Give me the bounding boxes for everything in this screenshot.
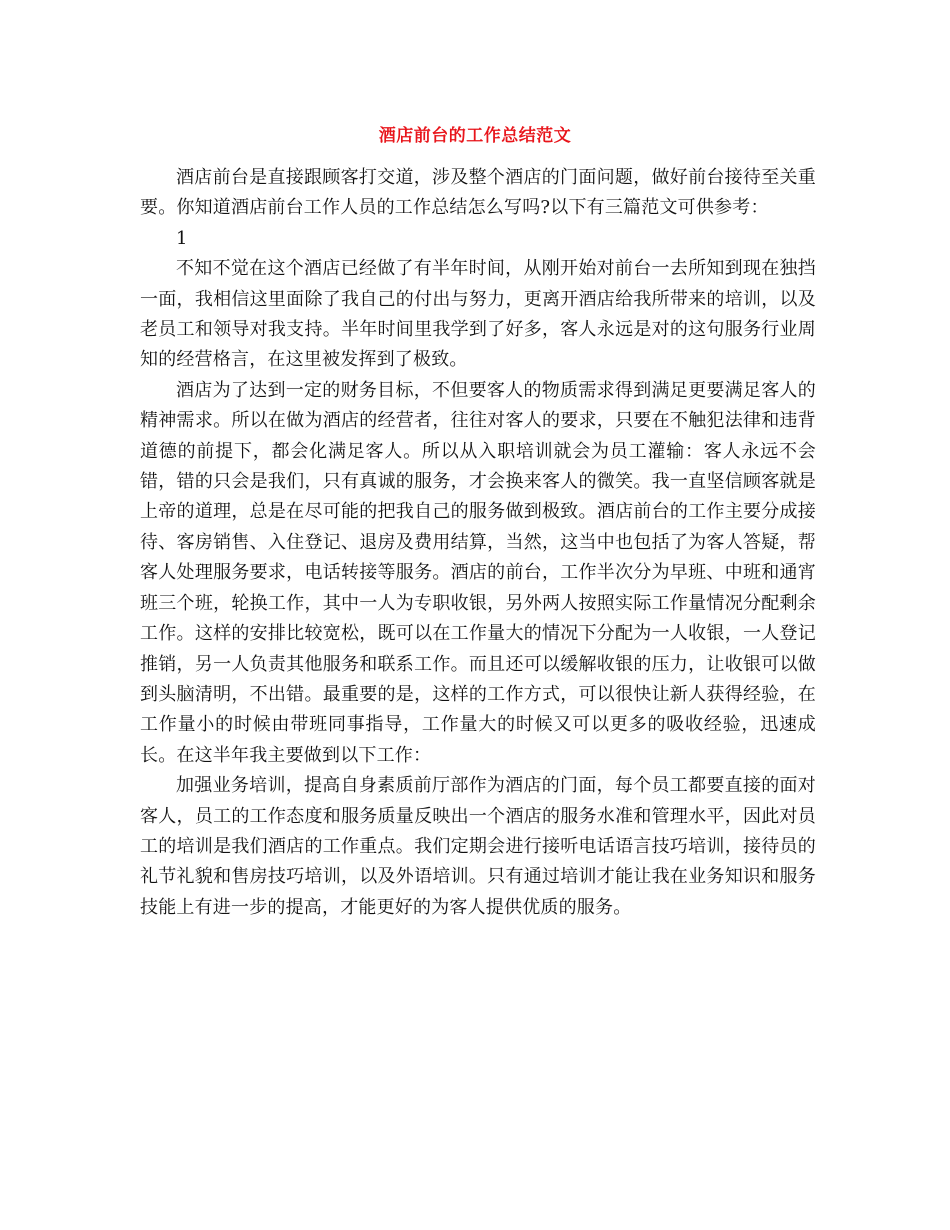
body-paragraph: 不知不觉在这个酒店已经做了有半年时间，从刚开始对前台一去所知到现在独挡一面，我相信这里面除了我自己的付出与努力，更离开酒店给我所带来的培训，以及老员工和领导对我支持。半年时间里我学到了好多，客人永远是对的这句服务行业周知的经营格言，在这里被发挥到了极致。 [140, 258, 816, 371]
body-paragraph: 酒店为了达到一定的财务目标，不但要客人的物质需求得到满足更要满足客人的精神需求。所以在做为酒店的经营者，往往对客人的要求，只要在不触犯法律和违背道德的前提下，都会化满足客人。所以从入职培训就会为员工灌输：客人永远不会错，错的只会是我们，只有真诚的服务，才会换来客人的微笑。我一直坚信顾客就是上帝的道理，总是在尽可能的把我自己的服务做到极致。酒店前台的工作主要分成接待、客房销售、入住登记、退房及费用结算，当然，这当中也包括了为客人答疑，帮客人处理服务要求，电话转接等服务。酒店的前台，工作半次分为早班、中班和通宵班三个班，轮换工作，其中一人为专职收银，另外两人按照实际工作量情况分配剩余工作。这样的安排比较宽松，既可以在工作量大的情况下分配为一人收银，一人登记推销，另一人负责其他服务和联系工作。而且还可以缓解收银的压力，让收银可以做到头脑清明，不出错。最重要的是，这样的工作方式，可以很快让新人获得经验，在工作量小的时候由带班同事指导，工作量大的时候又可以更多的吸收经验，迅速成长。在这半年我主要做到以下工作： [140, 379, 816, 766]
intro-paragraph: 酒店前台是直接跟顾客打交道，涉及整个酒店的门面问题，做好前台接待至关重要。你知道酒店前台工作人员的工作总结怎么写吗?以下有三篇范文可供参考： [140, 167, 816, 219]
body-paragraph: 加强业务培训，提高自身素质前厅部作为酒店的门面，每个员工都要直接的面对客人，员工的工作态度和服务质量反映出一个酒店的服务水准和管理水平，因此对员工的培训是我们酒店的工作重点。我们定期会进行接听电话语言技巧培训，接待员的礼节礼貌和售房技巧培训，以及外语培训。只有通过培训才能让我在业务知识和服务技能上有进一步的提高，才能更好的为客人提供优质的服务。 [140, 775, 816, 918]
document-title: 酒店前台的工作总结范文 [378, 126, 572, 146]
section-number: 1 [176, 227, 188, 249]
document-body [140, 163, 816, 923]
